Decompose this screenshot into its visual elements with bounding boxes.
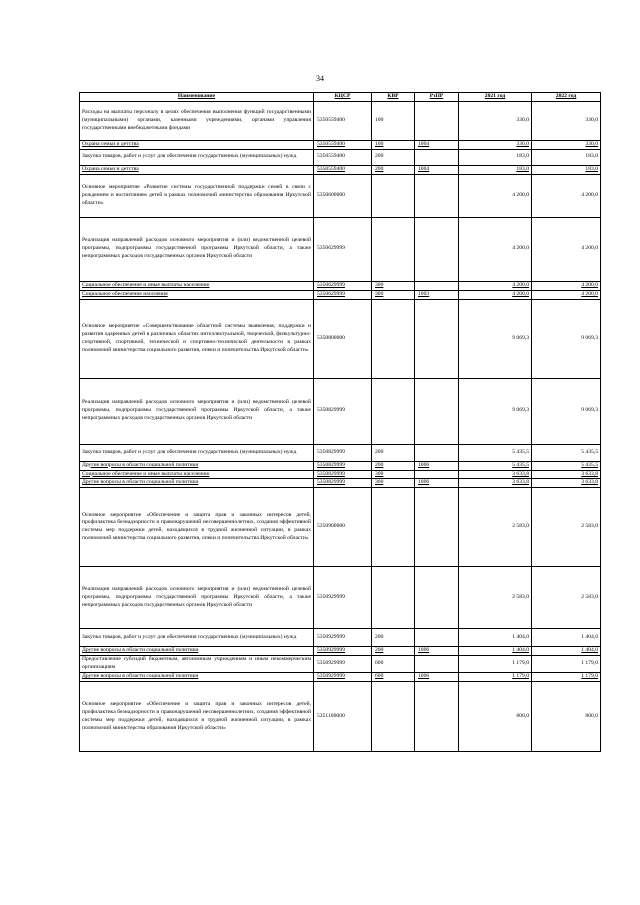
row-name: Закупка товаров, работ и услуг для обеспечения государственных (муниципальных) нужд (80, 629, 314, 647)
row-name: Охрана семьи и детства (80, 141, 314, 150)
table-row (80, 656, 601, 673)
table-row (80, 141, 601, 150)
row-2022: 183,0 (532, 149, 601, 165)
row-rzpr: 1006 (415, 673, 459, 682)
row-rzpr: 1006 (415, 461, 459, 470)
header-kcsr: КЦСР (314, 93, 372, 102)
row-rzpr (415, 281, 459, 290)
row-rzpr: 1004 (415, 165, 459, 174)
row-kvr (372, 174, 415, 217)
row-2021: 330,0 (459, 102, 532, 141)
row-2021: 1 179,0 (459, 656, 532, 673)
table-row (80, 629, 601, 647)
row-kcsr: 5350929999 (314, 647, 372, 656)
row-kcsr: 5350559400 (314, 102, 372, 141)
row-2022: 4 200,0 (532, 174, 601, 217)
row-kvr (372, 299, 415, 378)
row-kcsr: 5350929999 (314, 567, 372, 629)
row-name: Основное мероприятие «Совершенствование областной системы выявления, поддержки и развития одаренных детей в различных областях интеллектуальной, творческой, физкультурно-спортивной, спортивной, технической и спортивно-технической деятельности в рамках полномочий министерства социального развития, опеки и попечительства Иркутской области» (80, 299, 314, 378)
table-row (80, 444, 601, 461)
row-rzpr: 1003 (415, 290, 459, 299)
row-name: Другие вопросы в области социальной политики (80, 673, 314, 682)
row-name: Другие вопросы в области социальной политики (80, 479, 314, 488)
row-rzpr (415, 149, 459, 165)
row-name: Закупка товаров, работ и услуг для обеспечения государственных (муниципальных) нужд (80, 444, 314, 461)
row-kvr: 600 (372, 673, 415, 682)
row-kcsr: 5350559400 (314, 165, 372, 174)
row-2021: 2 583,0 (459, 488, 532, 567)
row-rzpr (415, 488, 459, 567)
row-rzpr (415, 174, 459, 217)
row-name: Предоставление субсидий бюджетным, автономным учреждениям и иным некоммерческим организациям (80, 656, 314, 673)
row-2022: 4 200,0 (532, 217, 601, 281)
row-kvr (372, 217, 415, 281)
row-2022: 9 069,3 (532, 299, 601, 378)
row-rzpr (415, 656, 459, 673)
table-row (80, 290, 601, 299)
row-kcsr: 5350629999 (314, 281, 372, 290)
row-2022: 5 435,5 (532, 444, 601, 461)
row-rzpr (415, 629, 459, 647)
row-kvr: 200 (372, 149, 415, 165)
row-kcsr: 5350829999 (314, 470, 372, 479)
row-2022: 183,0 (532, 165, 601, 174)
row-rzpr (415, 102, 459, 141)
row-kcsr: 5350929999 (314, 656, 372, 673)
row-kvr (372, 378, 415, 444)
row-kcsr: 5350829999 (314, 444, 372, 461)
row-kvr: 100 (372, 141, 415, 150)
row-name: Реализация направлений расходов основного мероприятия и (или) ведомственной целевой программы, подпрограммы государственной программы Иркутской области, а также непрограммных расходов государственных органов Иркутской области (80, 378, 314, 444)
row-kcsr: 5350559400 (314, 141, 372, 150)
row-kcsr: 5351100000 (314, 682, 372, 752)
row-2021: 1 404,0 (459, 647, 532, 656)
row-2022: 2 583,0 (532, 488, 601, 567)
row-kvr: 200 (372, 647, 415, 656)
row-2021: 9 069,3 (459, 378, 532, 444)
row-kvr: 300 (372, 479, 415, 488)
row-name: Основное мероприятие «Обеспечение и защита прав и законных интересов детей, профилактика безнадзорности и правонарушений несовершеннолетних, создания эффективной системы мер поддержки детей, находящихся в трудной жизненной ситуации, в рамках полномочий министерства образования Иркутской области» (80, 682, 314, 752)
table-row (80, 470, 601, 479)
row-rzpr (415, 217, 459, 281)
row-rzpr (415, 682, 459, 752)
header-2022: 2022 год (532, 93, 601, 102)
row-2022: 800,0 (532, 682, 601, 752)
row-rzpr (415, 378, 459, 444)
row-kvr (372, 567, 415, 629)
header-rzpr: РзПР (415, 93, 459, 102)
table-row (80, 174, 601, 217)
table-row (80, 488, 601, 567)
row-kcsr: 5350900000 (314, 488, 372, 567)
table-row (80, 378, 601, 444)
row-2021: 9 069,3 (459, 299, 532, 378)
row-name: Расходы на выплаты персоналу в целях обеспечения выполнения функций государственными (муниципальными) органами, казенными учреждениями, органами управления государственными внебюджетными фондами (80, 102, 314, 141)
row-kcsr: 5350629999 (314, 217, 372, 281)
row-name: Социальное обеспечение населения (80, 290, 314, 299)
row-2022: 3 633,8 (532, 470, 601, 479)
row-kcsr: 5350829999 (314, 461, 372, 470)
header-2021: 2021 год (459, 93, 532, 102)
row-2022: 3 633,8 (532, 479, 601, 488)
table-row (80, 682, 601, 752)
row-kvr: 200 (372, 165, 415, 174)
row-kcsr: 5350829999 (314, 378, 372, 444)
row-2022: 4 200,0 (532, 290, 601, 299)
row-name: Закупка товаров, работ и услуг для обеспечения государственных (муниципальных) нужд (80, 149, 314, 165)
row-kvr: 200 (372, 629, 415, 647)
row-2021: 5 435,5 (459, 461, 532, 470)
table-row (80, 673, 601, 682)
row-kvr (372, 682, 415, 752)
row-2022: 1 179,0 (532, 656, 601, 673)
row-kcsr: 5350629999 (314, 290, 372, 299)
row-2022: 330,0 (532, 102, 601, 141)
row-kvr (372, 488, 415, 567)
row-name: Реализация направлений расходов основного мероприятия и (или) ведомственной целевой программы, подпрограммы государственной программы Иркутской области, а также непрограммных расходов государственных органов Иркутской области (80, 567, 314, 629)
row-2022: 4 200,0 (532, 281, 601, 290)
table-row (80, 299, 601, 378)
row-kvr: 200 (372, 461, 415, 470)
row-2021: 4 200,0 (459, 174, 532, 217)
row-2021: 183,0 (459, 149, 532, 165)
row-2021: 4 200,0 (459, 281, 532, 290)
row-kcsr: 5350929999 (314, 629, 372, 647)
row-kcsr: 5350559400 (314, 149, 372, 165)
table-row (80, 647, 601, 656)
row-2022: 2 583,0 (532, 567, 601, 629)
row-rzpr: 1004 (415, 141, 459, 150)
row-kcsr: 5350929999 (314, 673, 372, 682)
row-2021: 1 179,0 (459, 673, 532, 682)
row-rzpr: 1006 (415, 479, 459, 488)
row-2022: 1 404,0 (532, 647, 601, 656)
table-row (80, 567, 601, 629)
row-name: Реализация направлений расходов основного мероприятия и (или) ведомственной целевой программы, подпрограммы государственной программы Иркутской области, а также непрограммных расходов государственных органов Иркутской области (80, 217, 314, 281)
row-2022: 9 069,3 (532, 378, 601, 444)
row-2021: 800,0 (459, 682, 532, 752)
row-kvr: 300 (372, 290, 415, 299)
row-name: Социальное обеспечение и иные выплаты населению (80, 281, 314, 290)
row-rzpr: 1006 (415, 647, 459, 656)
row-kcsr: 5350600000 (314, 174, 372, 217)
page-number: 34 (316, 74, 324, 83)
row-kvr: 600 (372, 656, 415, 673)
row-rzpr (415, 470, 459, 479)
row-kcsr: 5350829999 (314, 479, 372, 488)
table-row (80, 102, 601, 141)
table-row (80, 479, 601, 488)
row-name: Другие вопросы в области социальной политики (80, 647, 314, 656)
row-2022: 1 179,0 (532, 673, 601, 682)
row-2022: 5 435,5 (532, 461, 601, 470)
row-name: Охрана семьи и детства (80, 165, 314, 174)
row-name: Социальное обеспечение и иные выплаты населению (80, 470, 314, 479)
row-kcsr: 5350800000 (314, 299, 372, 378)
table-row (80, 281, 601, 290)
row-2021: 1 404,0 (459, 629, 532, 647)
row-kvr: 300 (372, 470, 415, 479)
row-2021: 2 583,0 (459, 567, 532, 629)
row-2021: 3 633,8 (459, 470, 532, 479)
budget-table (79, 92, 601, 752)
row-rzpr (415, 567, 459, 629)
table-row (80, 461, 601, 470)
row-2021: 4 200,0 (459, 217, 532, 281)
row-kvr: 300 (372, 281, 415, 290)
row-2021: 5 435,5 (459, 444, 532, 461)
table-row (80, 149, 601, 165)
header-name: Наименование (80, 93, 314, 102)
row-name: Другие вопросы в области социальной политики (80, 461, 314, 470)
table-header-row (80, 93, 601, 102)
row-name: Основное мероприятие «Обеспечение и защита прав и законных интересов детей, профилактика безнадзорности и правонарушений несовершеннолетних, создания эффективной системы мер поддержки детей, находящихся в трудной жизненной ситуации, в рамках полномочий министерства социального развития, опеки и попечительства Иркутской области» (80, 488, 314, 567)
row-name: Основное мероприятие «Развитие системы государственной поддержки семей в связи с рождением и воспитанием детей в рамках полномочий министерства образования Иркутской области» (80, 174, 314, 217)
row-rzpr (415, 299, 459, 378)
row-2022: 1 404,0 (532, 629, 601, 647)
row-rzpr (415, 444, 459, 461)
row-2021: 183,0 (459, 165, 532, 174)
row-2021: 4 200,0 (459, 290, 532, 299)
row-2021: 3 633,8 (459, 479, 532, 488)
row-2022: 330,0 (532, 141, 601, 150)
header-kvr: КВР (372, 93, 415, 102)
row-kvr: 100 (372, 102, 415, 141)
table-row (80, 217, 601, 281)
row-2021: 330,0 (459, 141, 532, 150)
table-row (80, 165, 601, 174)
row-kvr: 200 (372, 444, 415, 461)
